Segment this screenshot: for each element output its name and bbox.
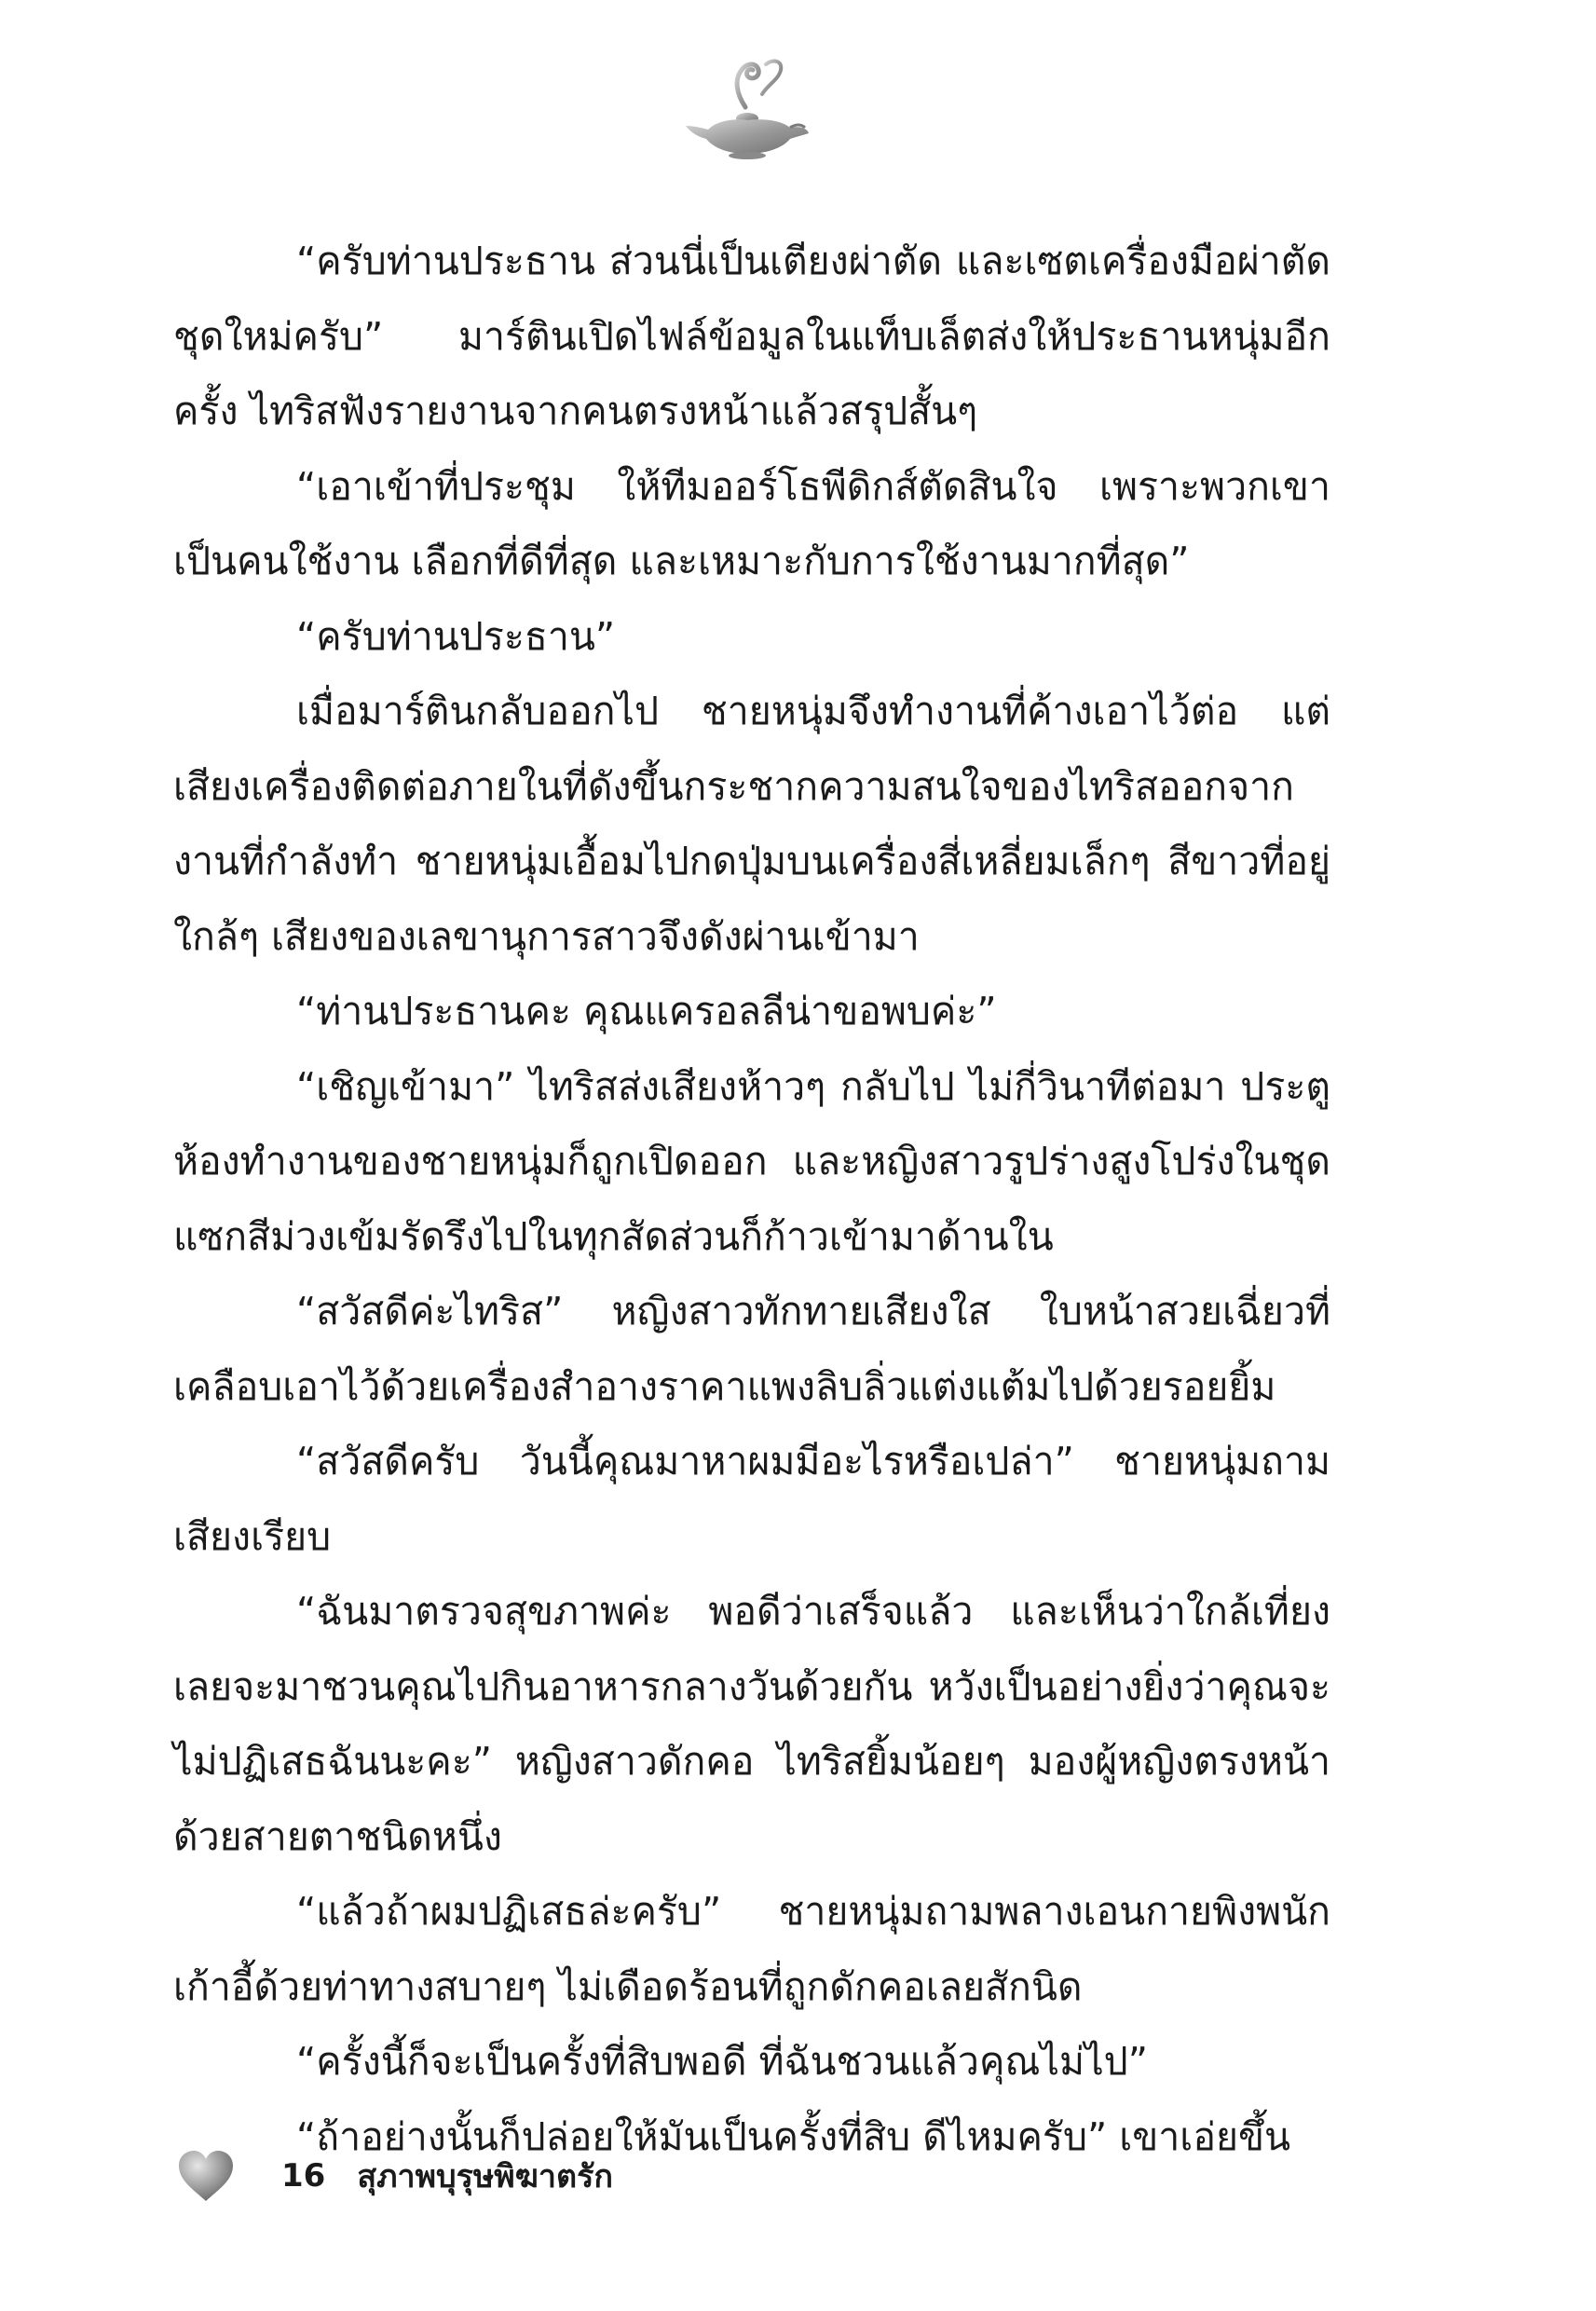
paragraph: “ครั้งนี้ก็จะเป็นครั้งที่สิบพอดี ที่ฉันชวนแล้วคุณไม่ไป” — [296, 2039, 1148, 2084]
paragraph: “ครับท่านประธาน” — [296, 613, 616, 659]
paragraph: “ท่านประธานคะ คุณแครอลลีน่าขอพบค่ะ” — [296, 989, 997, 1033]
paragraph: “แล้วถ้าผมปฏิเสธล่ะครับ” ชายหนุ่มถามพลางเอนกายพิงพนักเก้าอี้ด้วยท่าทางสบายๆ ไม่เดือดร้อนที่ถูกดักคอเลยสักนิด — [173, 1889, 1330, 2009]
paragraph: “เชิญเข้ามา” ไทริสส่งเสียงห้าวๆ กลับไป ไม่กี่วินาทีต่อมา ประตูห้องทำงานของชายหนุ่มก็ถูกเปิดออก และหญิงสาวรูปร่างสูงโปร่งในชุดแซกสีม่วงเข้มรัดรึงไปในทุกสัดส่วนก็ก้าวเข้ามาด้านใน — [173, 1063, 1330, 1259]
page-footer — [177, 2143, 613, 2208]
page-number: 16 — [281, 2157, 326, 2195]
paragraph: “สวัสดีครับ วันนี้คุณมาหาผมมีอะไรหรือเปล่า” ชายหนุ่มถามเสียงเรียบ — [173, 1439, 1330, 1559]
paragraph: เมื่อมาร์ตินกลับออกไป ชายหนุ่มจึงทำงานที่ค้างเอาไว้ต่อ แต่เสียงเครื่องติดต่อภายในที่ดังขึ้นกระชากความสนใจของไทริสออกจากงานที่กำลังทำ ชายหนุ่มเอื้อมไปกดปุ่มบนเครื่องสี่เหลี่ยมเล็กๆ สีขาวที่อยู่ใกล้ๆ เสียงของเลขานุการสาวจึงดังผ่านเข้ามา — [173, 689, 1330, 959]
paragraph: “เอาเข้าที่ประชุม ให้ทีมออร์โธพีดิกส์ตัดสินใจ เพราะพวกเขาเป็นคนใช้งาน เลือกที่ดีที่สุด และเหมาะกับการใช้งานมากที่สุด” — [173, 463, 1330, 583]
paragraph: “ครับท่านประธาน ส่วนนี่เป็นเตียงผ่าตัด และเซตเครื่องมือผ่าตัดชุดใหม่ครับ” มาร์ตินเปิดไฟล์ข้อมูลในแท็บเล็ตส่งให้ประธานหนุ่มอีกครั้ง ไทริสฟังรายงานจากคนตรงหน้าแล้วสรุปสั้นๆ — [173, 239, 1330, 433]
paragraph: “ฉันมาตรวจสุขภาพค่ะ พอดีว่าเสร็จแล้ว และเห็นว่าใกล้เที่ยงเลยจะมาชวนคุณไปกินอาหารกลางวันด้วยกัน หวังเป็นอย่างยิ่งว่าคุณจะไม่ปฏิเสธฉันนะคะ” หญิงสาวดักคอ ไทริสยิ้มน้อยๆ มองผู้หญิงตรงหน้าด้วยสายตาชนิดหนึ่ง — [173, 1589, 1330, 1859]
genie-lamp-icon — [680, 51, 820, 163]
paragraph: “สวัสดีค่ะไทริส” หญิงสาวทักทายเสียงใส ใบหน้าสวยเฉี่ยวที่เคลือบเอาไว้ด้วยเครื่องสำอางราคาแพงลิบลิ่วแต่งแต้มไปด้วยรอยยิ้ม — [173, 1289, 1330, 1409]
body-text — [173, 224, 1330, 2174]
paragraph: “ถ้าอย่างนั้นก็ปล่อยให้มันเป็นครั้งที่สิบ ดีไหมครับ” เขาเอ่ยขึ้น — [296, 2113, 1291, 2159]
heart-icon — [177, 2149, 235, 2203]
book-title: สุภาพบุรุษพิฆาตรัก — [357, 2158, 613, 2195]
